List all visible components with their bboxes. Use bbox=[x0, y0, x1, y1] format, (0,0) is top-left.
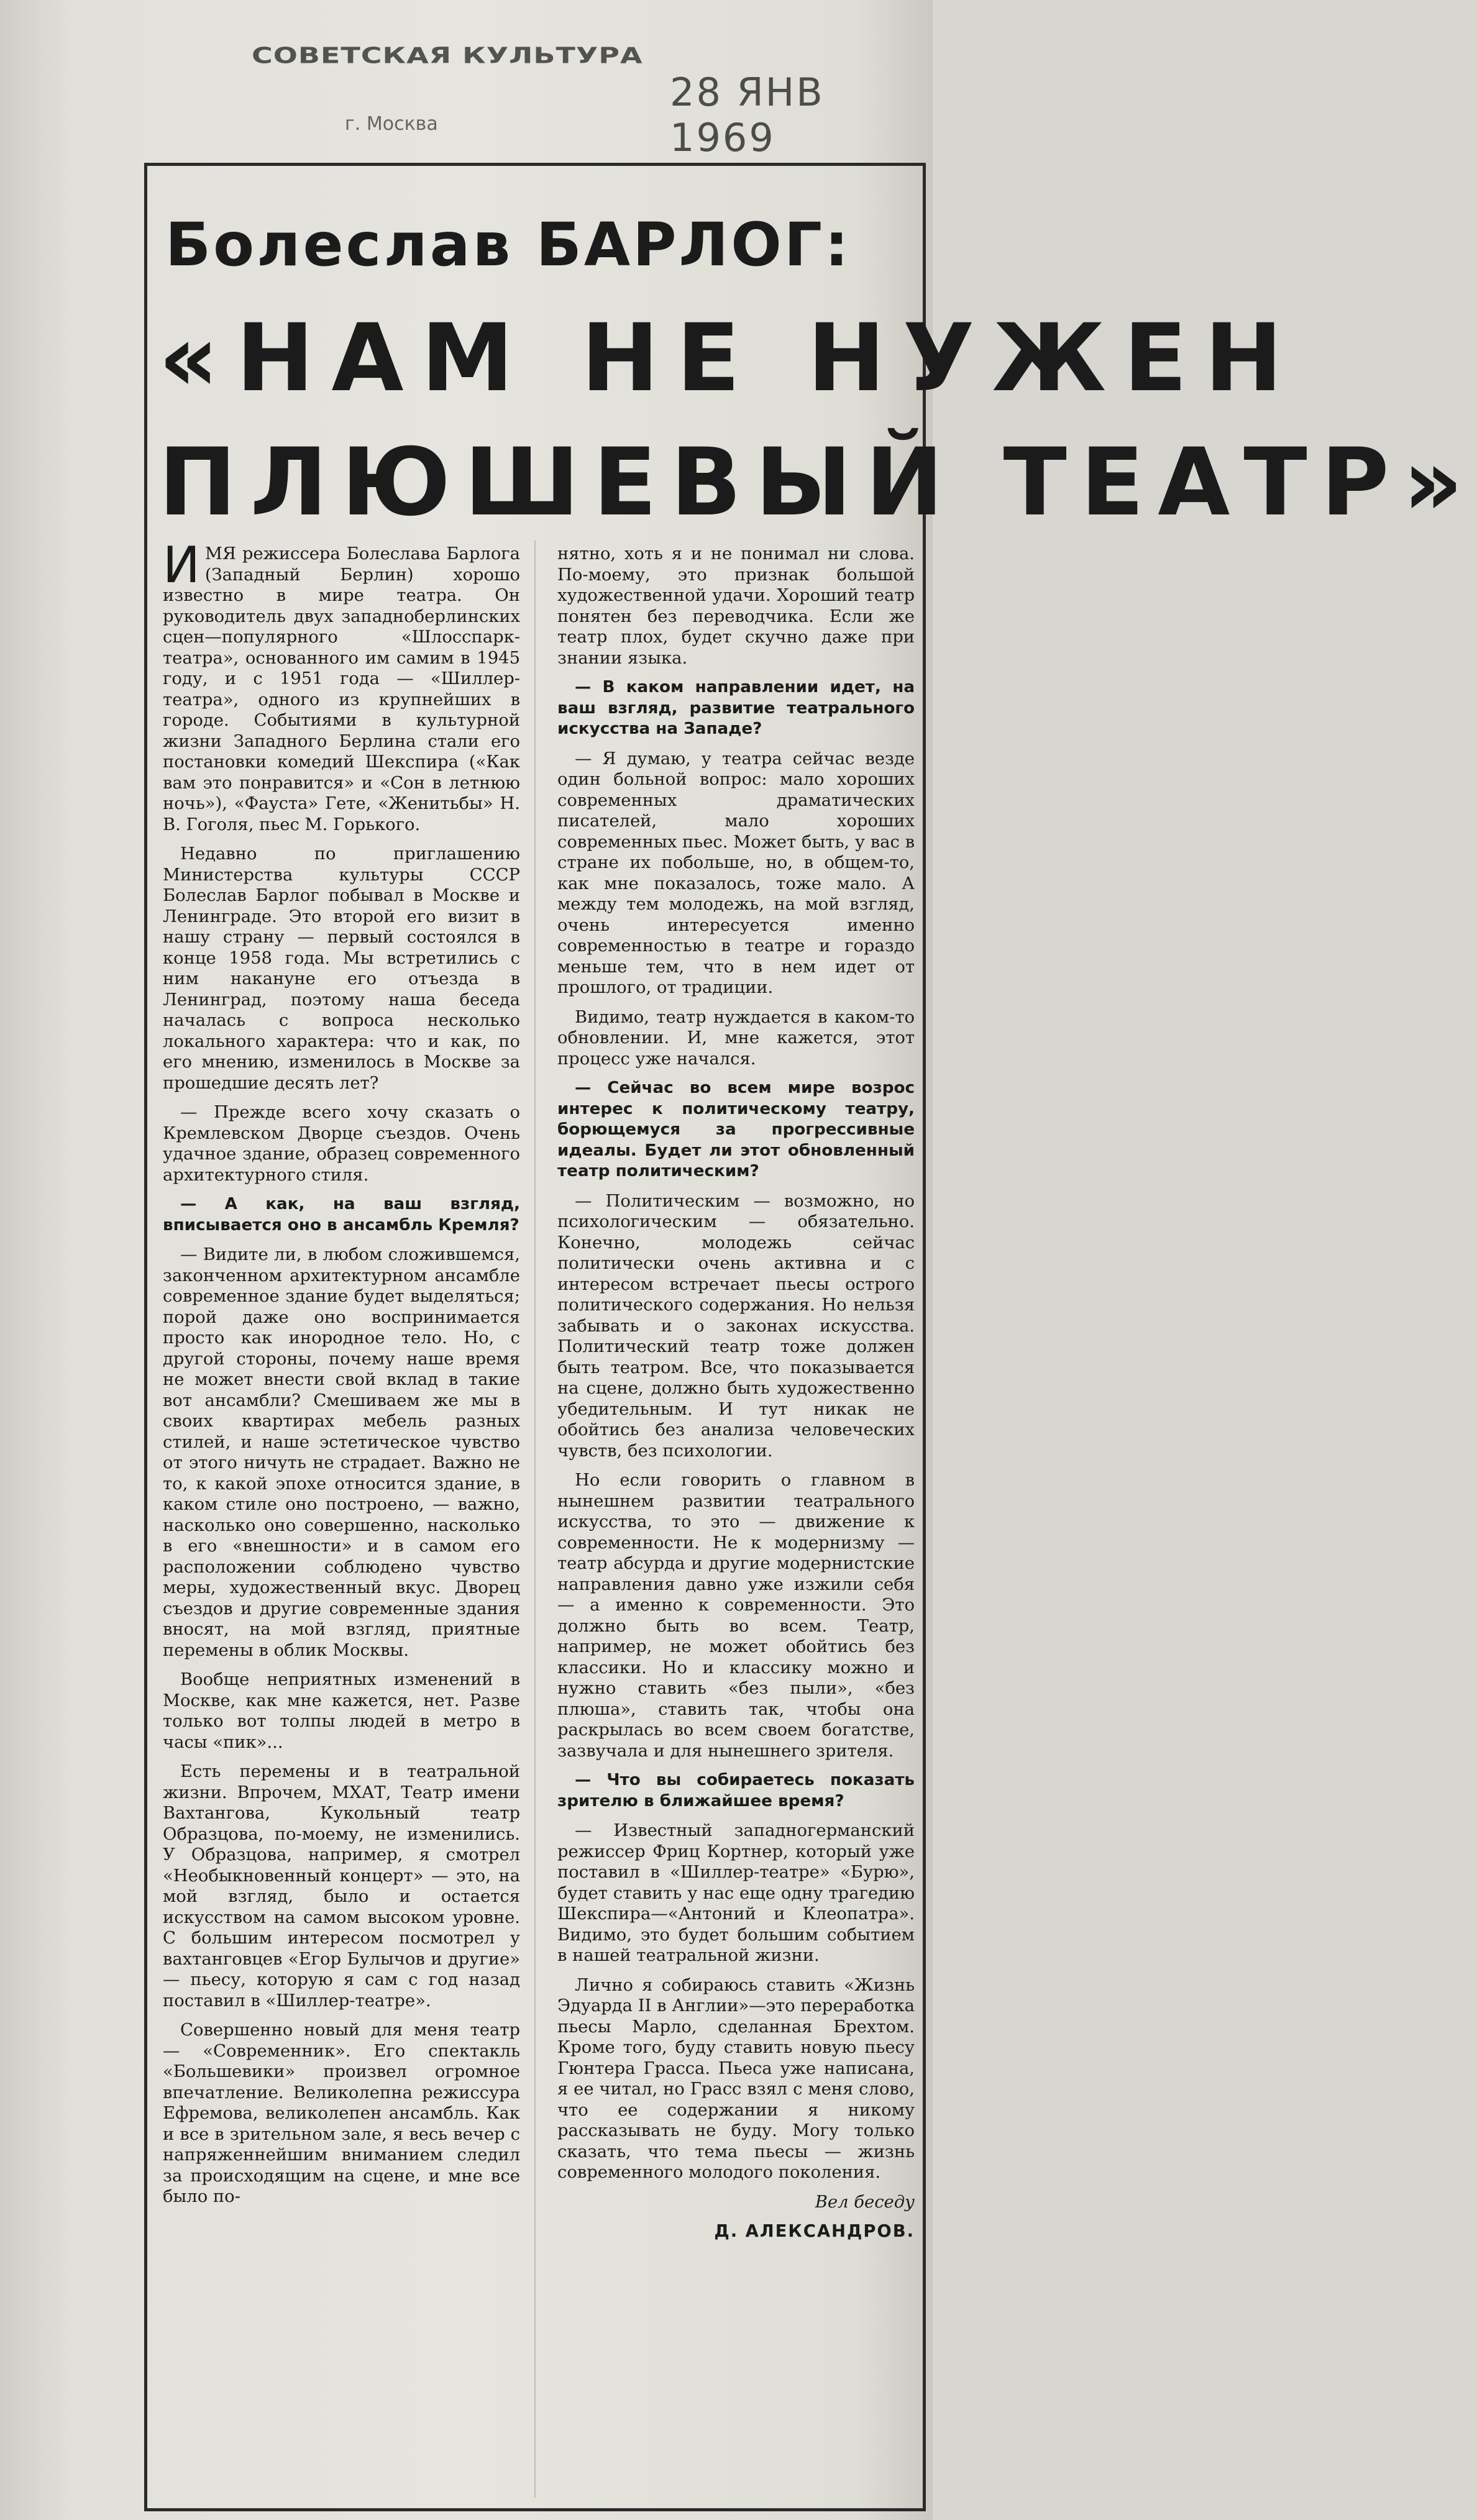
paragraph-text: МЯ режиссера Болеслава Барлога (Западный Берлин) хорошо известно в мире театра. Он руководитель двух западноберлинских сцен—популярного «Шлосспарк-театра», основанного им самим в 1945 году, и с 1951 года — «Шиллер-театра», одного из крупнейших в городе. Событиями в культурной жизни Западного Берлина стали его постановки комедий Шекспира («Как вам это понравится» и «Сон в летнюю ночь»), «Фауста» Гете, «Женитьбы» Н. В. Гоголя, пьес М. Горького. bbox=[163, 544, 520, 834]
paragraph: — Я думаю, у театра сейчас везде один больной вопрос: мало хороших современных драматических писателей, мало хороших современных пьес. Может быть, у вас в стране их побольше, но, в общем-то, как мне показалось, тоже мало. А между тем молодежь, на мой взгляд, очень интересуется именно современностью в театре и гораздо меньше тем, что в нем идет от прошлого, от традиции. bbox=[557, 749, 915, 997]
headline-line-1: «НАМ НЕ НУЖЕН bbox=[158, 304, 1301, 413]
drop-cap: И bbox=[163, 536, 200, 594]
article-column-left bbox=[163, 536, 520, 2216]
paragraph: Лично я собираюсь ставить «Жизнь Эдуарда II в Англии»—это переработка пьесы Марло, сделанная Брехтом. Кроме того, буду ставить новую пьесу Гюнтера Грасса. Пьеса уже написана, я ее читал, но Грасс взял с меня слово, что ее содержании я никому рассказывать не буду. Могу только сказать, что тема пьесы — жизнь современного молодого поколения. bbox=[557, 1975, 915, 2182]
column-divider bbox=[534, 541, 536, 2498]
paragraph: Вообще неприятных изменений в Москве, как мне кажется, нет. Разве только вот толпы людей в метро в часы «пик»... bbox=[163, 1670, 520, 1752]
paragraph: Видимо, театр нуждается в каком-то обновлении. И, мне кажется, этот процесс уже начался. bbox=[557, 1007, 915, 1069]
interview-question: — В каком направлении идет, на ваш взгляд, развитие театрального искусства на Западе? bbox=[557, 678, 915, 738]
paragraph: Но если говорить о главном в нынешнем развитии театрального искусства, то это — движение к современности. Не к модернизму — театр абсурда и другие модернистские направления давно уже изжили себя — а именно к современности. Это должно быть во всем. Театр, например, не может обойтись без классики. Но и классику можно и нужно ставить «без пыли», «без плюша», ставить так, чтобы она раскрылась во всем своем богатстве, зазвучала и для нынешнего зрителя. bbox=[557, 1471, 915, 1761]
interview-question: — Сейчас во всем мире возрос интерес к политическому театру, борющемуся за прогрессивные идеалы. Будет ли этот обновленный театр политическим? bbox=[557, 1079, 915, 1180]
newspaper-name-stamp: СОВЕТСКАЯ КУЛЬТУРА bbox=[252, 42, 643, 69]
date-stamp: 28 ЯНВ 1969 bbox=[670, 70, 825, 160]
paragraph: Есть перемены и в театральной жизни. Впрочем, МХАТ, Театр имени Вахтангова, Кукольный театр Образцова, по-моему, не изменились. У Образцова, например, я смотрел «Необыкновенный концерт» — это, на мой взгляд, было и остается искусством на самом высоком уровне. С большим интересом посмотрел у вахтанговцев «Егор Булычов и другие» — пьесу, которую я сам с год назад поставил в «Шиллер-театре». bbox=[163, 1762, 520, 2011]
paragraph bbox=[163, 536, 520, 835]
paragraph: — Политическим — возможно, но психологическим — обязательно. Конечно, молодежь сейчас политически очень активна и с интересом встречает пьесы острого политического содержания. Но нельзя забывать и о законах искусства. Политический театр тоже должен быть театром. Все, что показывается на сцене, должно быть художественно убедительным. И тут никак не обойтись без анализа человеческих чувств, без психологии. bbox=[557, 1191, 915, 1461]
paragraph: — Известный западногерманский режиссер Фриц Кортнер, который уже поставил в «Шиллер-театре» «Бурю», будет ставить у нас еще одну трагедию Шекспира—«Антоний и Клеопатра». Видимо, это будет большим событием в нашей театральной жизни. bbox=[557, 1821, 915, 1965]
paragraph: нятно, хоть я и не понимал ни слова. По-моему, это признак большой художественной удачи. Хороший театр понятен без переводчика. Если же театр плох, будет скучно даже при знании языка. bbox=[557, 544, 915, 668]
paragraph: — Прежде всего хочу сказать о Кремлевском Дворце съездов. Очень удачное здание, образец современного архитектурного стиля. bbox=[163, 1103, 520, 1185]
author-signature: Д. АЛЕКСАНДРОВ. bbox=[714, 2222, 915, 2241]
headline-line-2: ПЛЮШЕВЫЙ ТЕАТР» bbox=[158, 429, 1477, 537]
article-kicker: Болеслав БАРЛОГ: bbox=[165, 210, 851, 280]
paragraph: — Видите ли, в любом сложившемся, законченном архитектурном ансамбле современное здание будет выделяться; порой даже оно воспринимается просто как инородное тело. Но, с другой стороны, почему наше время не может внести свой вклад в такие вот ансамбли? Смешиваем же мы в своих квартирах мебель разных стилей, и наше эстетическое чувство от этого ничуть не страдает. Важно не то, к какой эпохе относится здание, в каком стиле оно построено, — важно, насколько оно совершенно, насколько в его «внешности» и в самом его расположении соблюдено чувство меры, художественный вкус. Дворец съездов и другие современные здания вносят, на мой взгляд, приятные перемены в облик Москвы. bbox=[163, 1245, 520, 1660]
city-stamp: г. Москва bbox=[345, 113, 438, 135]
paragraph: Недавно по приглашению Министерства культуры СССР Болеслав Барлог побывал в Москве и Ленинграде. Это второй его визит в нашу страну — первый состоялся в конце 1958 года. Мы встретились с ним накануне его отъезда в Ленинград, поэтому наша беседа началась с вопроса несколько локального характера: что и как, по его мнению, изменилось в Москве за прошедшие десять лет? bbox=[163, 844, 520, 1093]
interview-question: — Что вы собираетесь показать зрителю в ближайшее время? bbox=[557, 1771, 915, 1810]
interviewer-label: Вел беседу bbox=[815, 2192, 915, 2212]
interview-question: — А как, на ваш взгляд, вписывается оно в ансамбль Кремля? bbox=[163, 1195, 520, 1235]
article-column-right bbox=[557, 544, 915, 2251]
paragraph: Совершенно новый для меня театр — «Современник». Его спектакль «Большевики» произвел огромное впечатление. Великолепна режиссура Ефремова, великолепен ансамбль. Как и все в зрительном зале, я весь вечер с напряженнейшим вниманием следил за происходящим на сцене, и мне все было по- bbox=[163, 2020, 520, 2206]
